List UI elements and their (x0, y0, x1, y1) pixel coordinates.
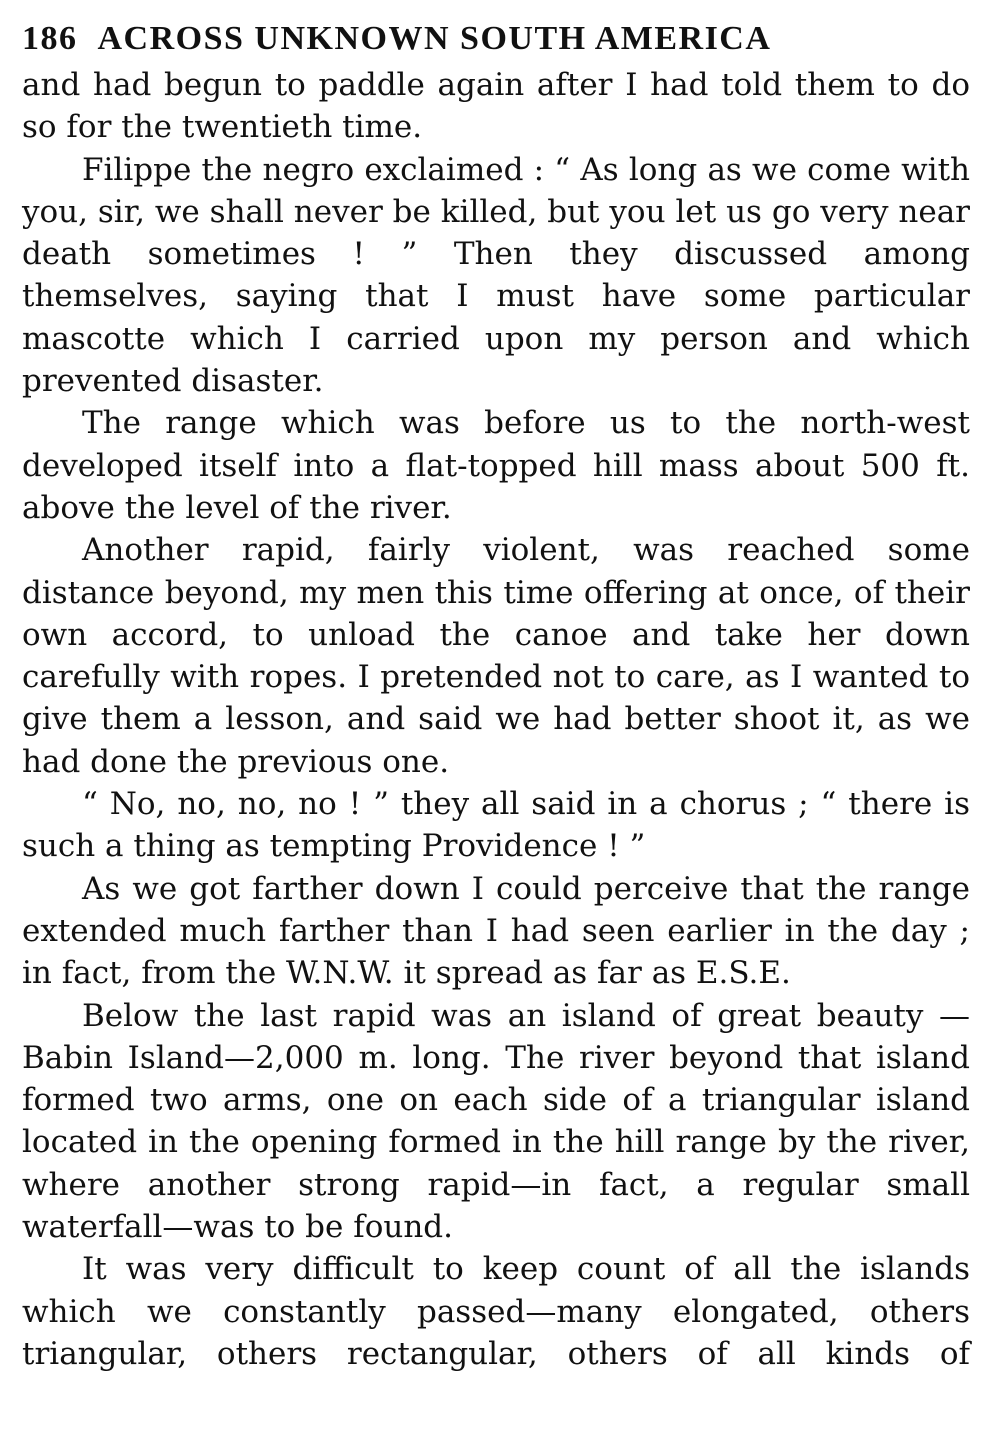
paragraph-islands-count: It was very difficult to keep count of all the islands which we constantly passed—many elongated, others triangular, others rectangular, others of all kinds of (22, 1251, 970, 1372)
paragraph-range-north-west: The range which was before us to the north-west developed itself into a flat-topped hill mass about 500 ft. above the level of the river. (22, 405, 970, 526)
paragraph-chorus: “ No, no, no, no ! ” they all said in a chorus ; “ there is such a thing as tempting Providence ! ” (22, 786, 970, 865)
running-title: ACROSS UNKNOWN SOUTH AMERICA (97, 20, 772, 57)
book-page (22, 14, 970, 1375)
running-header (22, 14, 970, 64)
paragraph-babin-island: Below the last rapid was an island of great beauty —Babin Island—2,000 m. long. The river beyond that island formed two arms, one on each side of a triangular island located in the opening formed in the hill range by the river, where another strong rapid—in fact, a regular small waterfall—was to be found. (22, 997, 970, 1246)
paragraph-another-rapid: Another rapid, fairly violent, was reached some distance beyond, my men this time offering at once, of their own accord, to unload the canoe and take her down carefully with ropes. I pretended not to care, as I wanted to give them a lesson, and said we had better shoot it, as we had done the previous one. (22, 532, 970, 780)
paragraph-continuation: and had begun to paddle again after I had told them to do so for the twentieth time. (22, 67, 970, 146)
page-number: 186 (22, 20, 78, 57)
paragraph-filippe-quote: Filippe the negro exclaimed : “ As long as we come with you, sir, we shall never be killed, but you let us go very near death sometimes ! ” Then they discussed among themselves, saying that I must have some particular mascotte which I carried upon my person and which prevented disaster. (22, 151, 970, 400)
paragraph-range-extended: As we got farther down I could perceive that the range extended much farther than I had seen earlier in the day ; in fact, from the W.N.W. it spread as far as E.S.E. (22, 870, 970, 992)
